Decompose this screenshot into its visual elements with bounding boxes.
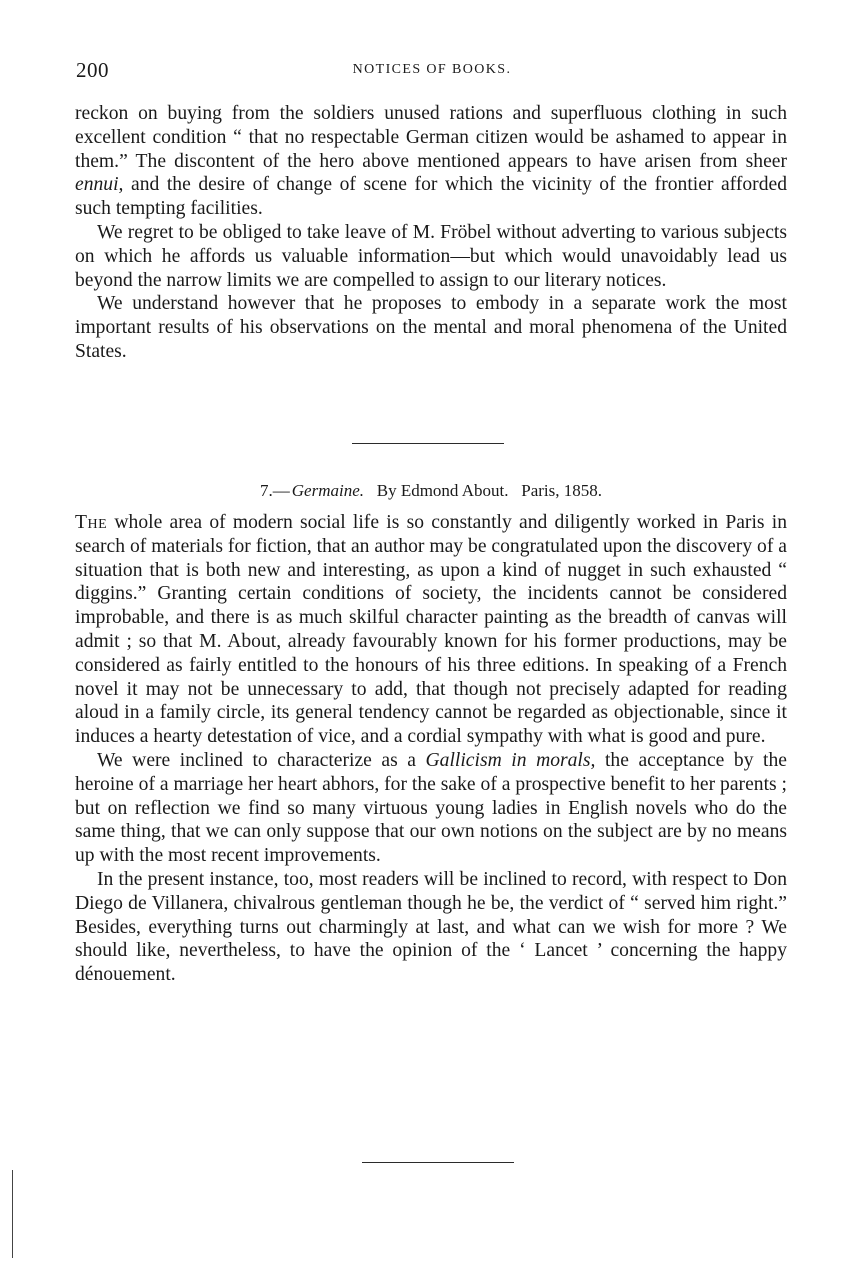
previous-notice-conclusion [75,102,787,364]
paragraph-text: the acceptance by the heroine of a marriage her heart abhors, for the sake of a prospective benefit to her parents ; but on reflection we find so many virtuous young ladies in English novels who do the same thing, that we can only suppose that our own notions on the subject are by no means up with the most recent improvements. [75,749,787,867]
italic-text: ennui, [75,174,124,196]
notice-number: 7.— [260,481,290,500]
paragraph [75,511,787,749]
notice-body [75,511,787,987]
paragraph-text: and the desire of change of scene for which the vicinity of the frontier afforded such tempting facilities. [75,174,787,220]
running-head [76,58,788,88]
notice-heading [75,480,787,502]
paragraph: We understand however that he proposes to embody in a separate work the most important results of his observations on the mental and moral phenomena of the United States. [75,293,787,362]
book-title: Germaine. [291,481,364,500]
book-publication: Paris, 1858. [521,481,602,500]
section-divider [352,443,504,444]
italic-text: Gallicism in morals, [425,749,596,771]
page-number: 200 [76,58,109,82]
paragraph-text: We were inclined to characterize as a [97,749,416,771]
paragraph: We regret to be obliged to take leave of M. Fröbel without adverting to various subjects on which he affords us valuable information—but which would unavoidably lead us beyond the narrow limits we are compelled to assign to our literary notices. [75,221,787,291]
paragraph-text: whole area of modern social life is so constantly and diligently worked in Paris in search of materials for fiction, that an author may be congratulated upon the discovery of a situation that is both new and interesting, as upon a kind of nugget in such exhausted “ diggins.” Granting certain conditions of society, the incidents cannot be considered improbable, and there is as much skilful character painting as the breadth of canvas will admit ; so that M. About, already favourably known for his former productions, may be considered as fairly entitled to the honours of his three editions. In speaking of a French novel it may not be unnecessary to add, that though not precisely adapted for reading aloud in a family circle, its general tendency cannot be regarded as objectionable, since it induces a hearty detestation of vice, and a cordial sympathy with what is good and pure. [75,512,787,748]
scan-margin-line [12,1170,13,1258]
paragraph: In the present instance, too, most readers will be inclined to record, with respect to Don Diego de Villanera, chivalrous gentleman though he be, the verdict of “ served him right.” Besides, everything turns out charmingly at last, and what can we wish for more ? We should like, nevertheless, to have the opinion of the ‘ Lancet ’ concerning the happy dénouement. [75,868,787,986]
paragraph [75,102,787,221]
paragraph-text: reckon on buying from the soldiers unused rations and superfluous clothing in such excellent condition “ that no respectable German citizen would be ashamed to appear in them.” The discontent of the hero above mentioned appears to have arisen from sheer [75,103,787,172]
lead-word: The [75,512,108,533]
book-author: By Edmond About. [376,481,509,500]
running-head-title: NOTICES OF BOOKS. [352,62,512,77]
paragraph [75,749,787,868]
section-divider [362,1162,514,1163]
